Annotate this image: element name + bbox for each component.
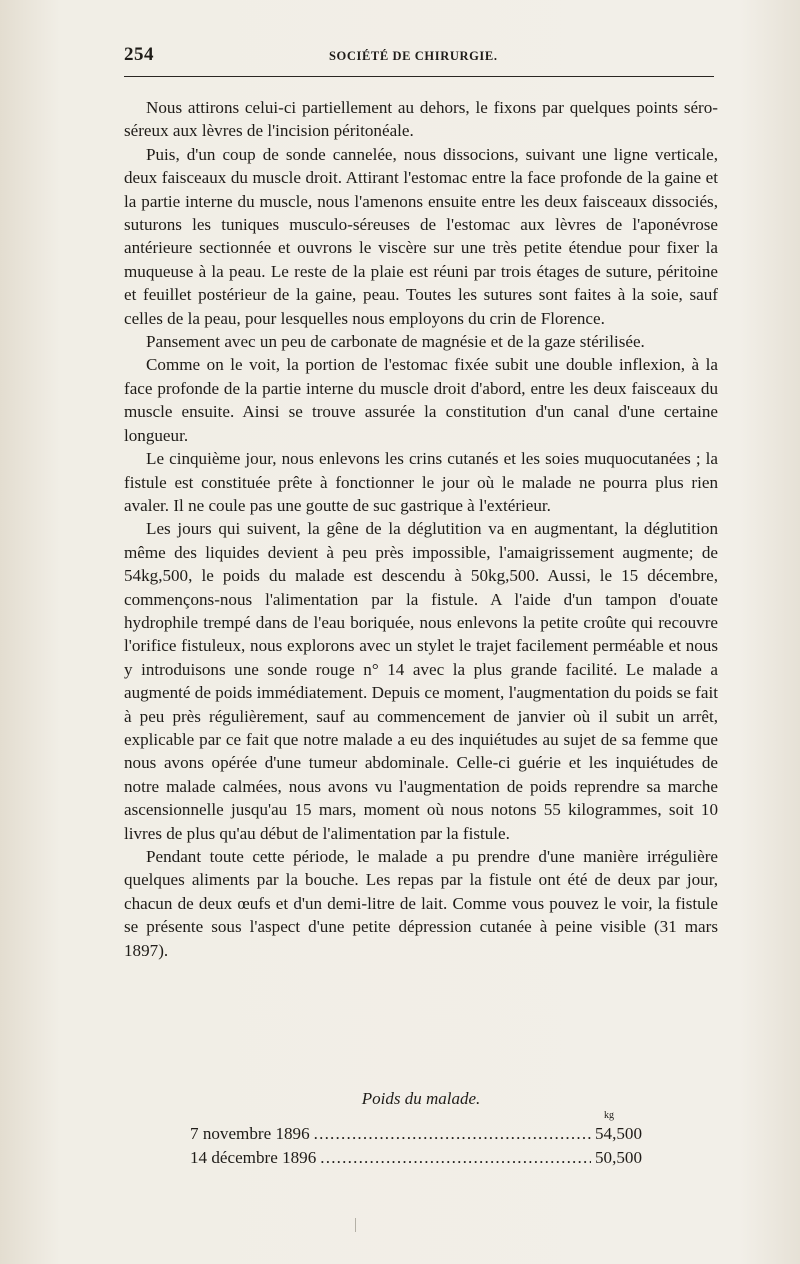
row-value: 50,500 <box>594 1148 642 1167</box>
dot-leader <box>314 1122 591 1146</box>
paragraph: Comme on le voit, la portion de l'estomac fixée subit une double inflexion, à la face profonde de la partie interne du muscle droit d'abord, entre les deux faisceaux du muscle ensuite. Ainsi se trouve assurée la constitution d'un canal d'une certaine longueur. <box>124 355 718 445</box>
running-head: SOCIÉTÉ DE CHIRURGIE. <box>329 49 498 63</box>
paragraph: Les jours qui suivent, la gêne de la déglutition va en augmentant, la déglutition même des liquides devient à peu près impossible, l'amaigrissement augmente; de 54kg,500, le poids du malade est descendu à 50kg,500. Aussi, le 15 décembre, commençons-nous l'alimentation par la fistule. A l'aide d'un tampon d'ouate hydrophile trempé dans de l'eau boriquée, nous enlevons la petite croûte qui recouvre l'orifice fistuleux, nous explorons avec un stylet le trajet facilement perméable et nous y introduisons une sonde rouge n° 14 avec la plus grande facilité. Le malade a augmenté de poids immédiatement. Depuis ce moment, l'augmentation du poids se fait à peu près régulièrement, sauf au commencement de janvier où il subit un arrêt, explicable par ce fait que notre malade a eu des inquiétudes au sujet de sa femme que nous avons opérée d'une tumeur abdominale. Celle-ci guérie et les inquiétudes de notre malade calmées, nous avons vu l'augmentation de poids reprendre sa marche ascensionnelle jusqu'au 15 mars, moment où nous notons 55 kilogrammes, soit 10 livres de plus qu'au début de l'alimentation par la fistule. <box>124 519 718 843</box>
paragraph: Nous attirons celui-ci partiellement au dehors, le fixons par quelques points séro-séreux aux lèvres de l'incision péritonéale. <box>124 98 718 141</box>
table-row <box>190 1146 642 1170</box>
ink-speck <box>355 1218 356 1232</box>
unit-label: kg <box>604 1110 614 1121</box>
paragraph: Pendant toute cette période, le malade a pu prendre d'une manière irrégulière quelques aliments par la bouche. Les repas par la fistule ont été de deux par jour, chacun de deux œufs et d'un demi-litre de lait. Comme vous pouvez le voir, la fistule se présente sous l'aspect d'une petite dépression cutanée à peine visible (31 mars 1897). <box>124 847 718 960</box>
page-number: 254 <box>124 44 154 65</box>
dot-leader <box>320 1146 591 1170</box>
row-date: 7 novembre 1896 <box>190 1124 310 1143</box>
page-header <box>124 44 714 70</box>
header-rule <box>124 76 714 77</box>
row-date: 14 décembre 1896 <box>190 1148 317 1167</box>
paragraph: Le cinquième jour, nous enlevons les crins cutanés et les soies muquocutanées ; la fistule est constituée prête à fonctionner le jour où le malade ne pourra plus rien avaler. Il ne coule pas une goutte de suc gastrique à l'extérieur. <box>124 449 718 515</box>
weights-table <box>190 1110 642 1170</box>
row-value: 54,500 <box>594 1124 642 1143</box>
paragraph: Puis, d'un coup de sonde cannelée, nous dissocions, suivant une ligne verticale, deux faisceaux du muscle droit. Attirant l'estomac entre la face profonde de la gaine et la partie interne du muscle, nous l'amenons ensuite entre les deux faisceaux dissociés, suturons les tuniques musculo-séreuses de l'estomac aux lèvres de l'aponévrose antérieure sectionnée et ouvrons le viscère sur une très petite étendue pour fixer la muqueuse à la peau. Le reste de la plaie est réuni par trois étages de suture, péritoine et feuillet postérieur de la gaine, peau. Toutes les sutures sont faites à la soie, sauf celles de la peau, pour lesquelles nous employons du crin de Florence. <box>124 144 718 328</box>
table-row <box>190 1122 642 1146</box>
body-text <box>124 96 718 962</box>
table-caption: Poids du malade. <box>361 1089 481 1108</box>
paragraph: Pansement avec un peu de carbonate de magnésie et de la gaze stérilisée. <box>146 332 645 352</box>
